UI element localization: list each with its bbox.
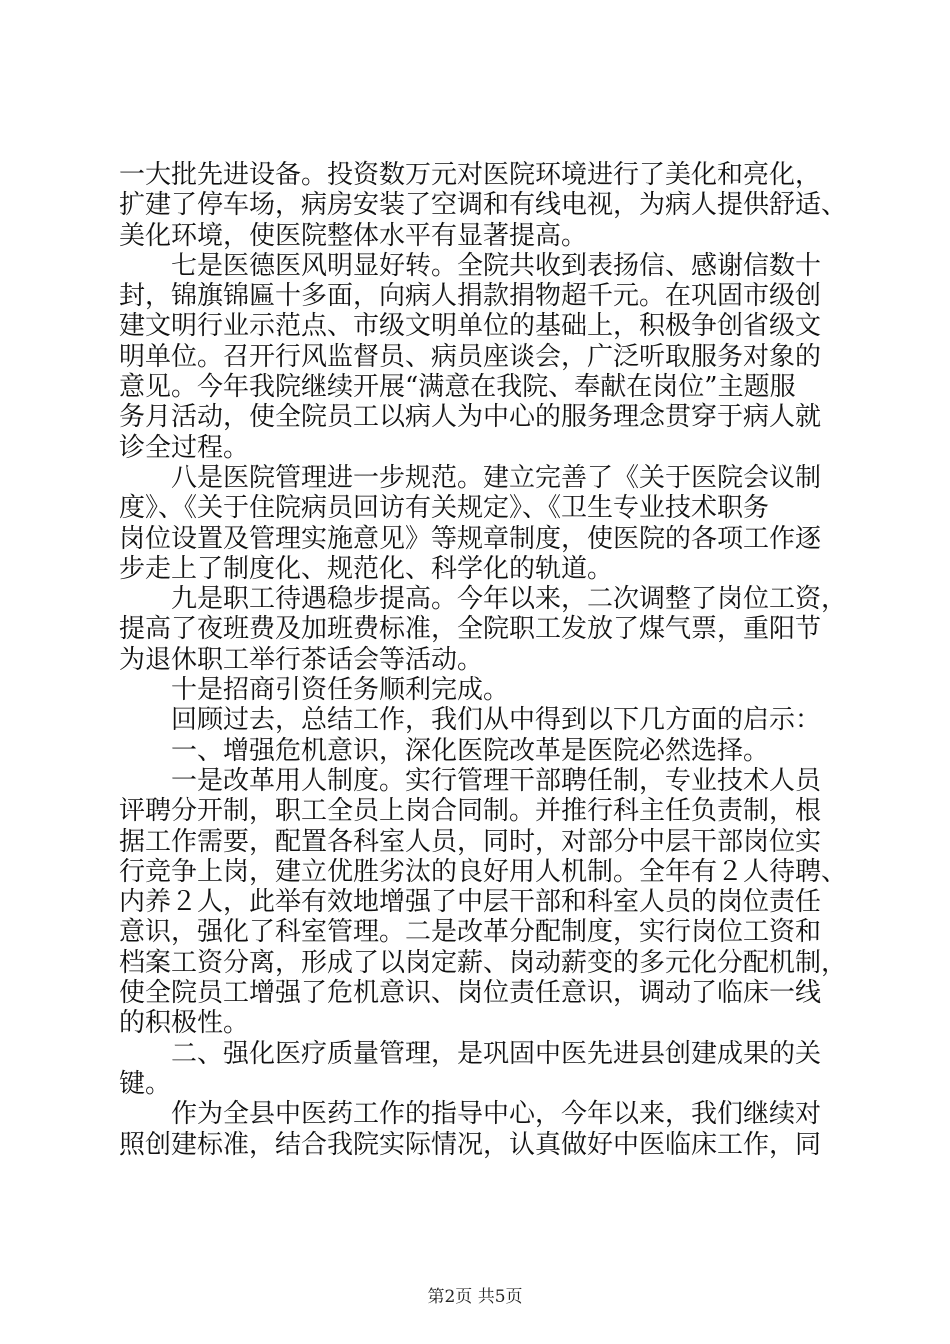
text-line: 步走上了制度化、规范化、科学化的轨道。 (119, 553, 614, 584)
text-line: 照创建标准，结合我院实际情况，认真做好中医临床工作，同 (119, 1129, 822, 1160)
text-line: 意识，强化了科室管理。二是改革分配制度，实行岗位工资和 (119, 917, 822, 948)
text-line: 意见。今年我院继续开展“满意在我院、奉献在岗位”主题服 (119, 372, 796, 403)
text-line: 建文明行业示范点、市级文明单位的基础上，积极争创省级文 (119, 311, 822, 342)
text-line: 一、增强危机意识，深化医院改革是医院必然选择。 (171, 735, 770, 766)
text-line: 行竞争上岗，建立优胜劣汰的良好用人机制。全年有２人待聘、 (119, 856, 848, 887)
text-line: 岗位设置及管理实施意见》等规章制度，使医院的各项工作逐 (119, 523, 822, 554)
text-line: 一是改革用人制度。实行管理干部聘任制，专业技术人员 (171, 765, 822, 796)
document-body (119, 160, 848, 1160)
text-line: 务月活动，使全院员工以病人为中心的服务理念贯穿于病人就 (119, 402, 822, 433)
text-line: 的积极性。 (119, 1008, 250, 1039)
text-line: 作为全县中医药工作的指导中心，今年以来，我们继续对 (171, 1099, 822, 1130)
text-line: 一大批先进设备。投资数万元对医院环境进行了美化和亮化， (119, 160, 822, 190)
text-line: 键。 (119, 1068, 172, 1099)
text-line: 度》、《关于住院病员回访有关规定》、《卫生专业技术职务 (119, 493, 770, 524)
text-line: 评聘分开制，职工全员上岗合同制。并推行科主任负责制，根 (119, 796, 822, 827)
text-line: 七是医德医风明显好转。全院共收到表扬信、感谢信数十 (171, 250, 822, 281)
text-line: 回顾过去，总结工作，我们从中得到以下几方面的启示： (171, 705, 822, 736)
text-line: 提高了夜班费及加班费标准，全院职工发放了煤气票，重阳节 (119, 614, 822, 645)
text-line: 诊全过程。 (119, 432, 250, 463)
text-line: 八是医院管理进一步规范。建立完善了《关于医院会议制 (171, 462, 822, 493)
text-line: 据工作需要，配置各科室人员，同时，对部分中层干部岗位实 (119, 826, 822, 857)
text-line: 九是职工待遇稳步提高。今年以来，二次调整了岗位工资， (171, 584, 848, 615)
text-line: 内养２人，此举有效地增强了中层干部和科室人员的岗位责任 (119, 887, 822, 918)
text-line: 使全院员工增强了危机意识、岗位责任意识，调动了临床一线 (119, 978, 822, 1009)
page-footer: 第2页 共5页 (427, 1287, 523, 1307)
text-line: 封，锦旗锦匾十多面，向病人捐款捐物超千元。在巩固市级创 (119, 281, 822, 312)
text-line: 为退休职工举行茶话会等活动。 (119, 644, 484, 675)
text-line: 美化环境，使医院整体水平有显著提高。 (119, 220, 588, 251)
text-line: 十是招商引资任务顺利完成。 (171, 675, 510, 706)
text-line: 明单位。召开行风监督员、病员座谈会，广泛听取服务对象的 (119, 341, 822, 372)
text-line: 二、强化医疗质量管理，是巩固中医先进县创建成果的关 (171, 1038, 822, 1069)
text-line: 档案工资分离，形成了以岗定薪、岗动薪变的多元化分配机制， (119, 947, 848, 978)
text-line: 扩建了停车场，病房安装了空调和有线电视，为病人提供舒适、 (119, 190, 848, 221)
